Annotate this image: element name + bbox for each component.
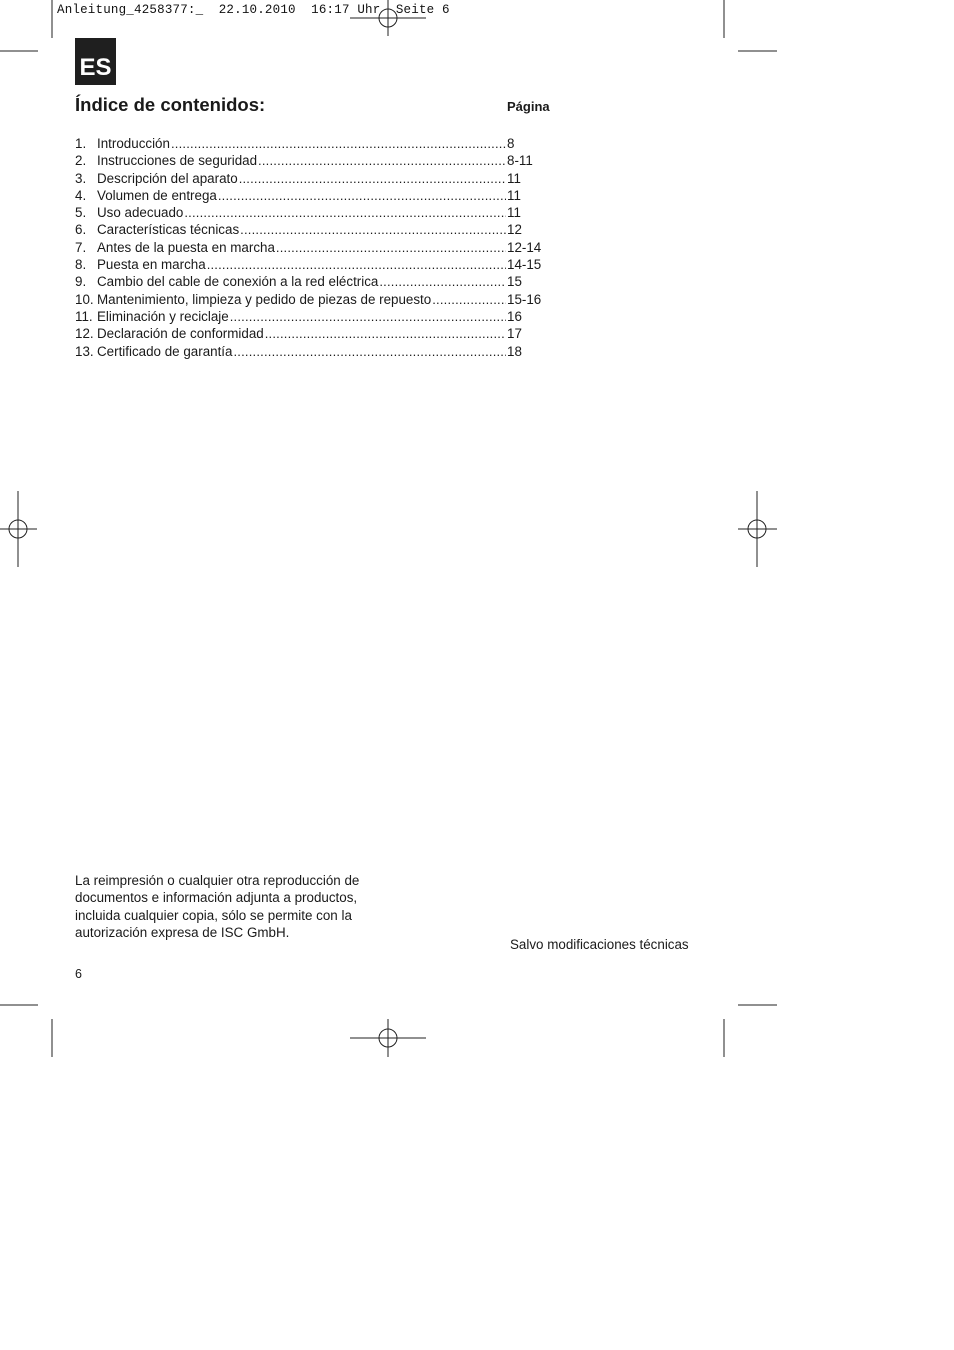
- copyright-notice: La reimpresión o cualquier otra reproducción de documentos e información adjunta a productos, incluida cualquier copia, sólo se permite con la autorización expresa de ISC GmbH.: [75, 873, 360, 941]
- toc-entry: [75, 152, 545, 169]
- toc-entry-number: 5.: [75, 205, 87, 221]
- table-of-contents: [75, 135, 545, 360]
- toc-leader-dots: [218, 187, 506, 204]
- language-badge: ES: [75, 38, 116, 85]
- toc-entry-label: Puesta en marcha: [97, 257, 206, 273]
- toc-leader-dots: [379, 273, 506, 290]
- page-column-label: Página: [507, 99, 550, 114]
- toc-entry-page: 12: [507, 222, 522, 238]
- toc-entry-number: 2.: [75, 153, 87, 169]
- toc-title: Índice de contenidos:: [75, 94, 266, 115]
- toc-entry-number: 3.: [75, 170, 87, 186]
- toc-entry: [75, 221, 545, 238]
- toc-entry: [75, 187, 545, 204]
- toc-entry-label: Eliminación y reciclaje: [97, 308, 229, 324]
- toc-entry-number: 12.: [75, 326, 94, 342]
- toc-entry-page: 16: [507, 308, 522, 324]
- toc-entry-number: 11.: [75, 308, 93, 324]
- toc-entry-label: Cambio del cable de conexión a la red eléctrica: [97, 274, 379, 290]
- toc-entry-number: 1.: [75, 136, 87, 151]
- registration-mark-top: [350, 0, 426, 36]
- toc-entry-page: 11: [507, 170, 521, 186]
- toc-entry-page: 17: [507, 326, 522, 342]
- toc-leader-dots: [265, 325, 506, 342]
- toc-entry-page: 18: [507, 343, 522, 359]
- toc-entry-label: Volumen de entrega: [97, 187, 217, 203]
- toc-entry: [75, 308, 545, 325]
- toc-leader-dots: [171, 135, 506, 152]
- toc-entry-number: 13.: [75, 343, 94, 359]
- toc-entry-label: Declaración de conformidad: [97, 326, 264, 342]
- toc-entry-label: Mantenimiento, limpieza y pedido de piezas de repuesto: [97, 291, 432, 307]
- toc-entry: [75, 291, 545, 308]
- toc-entry-number: 4.: [75, 187, 87, 203]
- toc-entry-label: Instrucciones de seguridad: [97, 153, 258, 169]
- toc-leader-dots: [207, 256, 506, 273]
- toc-leader-dots: [258, 152, 506, 169]
- toc-leader-dots: [230, 308, 506, 325]
- toc-leader-dots: [239, 170, 506, 187]
- toc-leader-dots: [432, 291, 506, 308]
- toc-entry-label: Características técnicas: [97, 222, 240, 238]
- toc-entry-page: 12-14: [507, 239, 542, 255]
- toc-entry-page: 8: [507, 136, 515, 151]
- toc-entry-label: Certificado de garantía: [97, 343, 233, 359]
- toc-entry: [75, 256, 545, 273]
- toc-leader-dots: [233, 343, 506, 360]
- toc-entry: [75, 204, 545, 221]
- toc-entry-page: 11: [507, 187, 521, 203]
- toc-entry-page: 15-16: [507, 291, 542, 307]
- toc-entry-label: Descripción del aparato: [97, 170, 238, 186]
- toc-entry-number: 10.: [75, 291, 94, 307]
- toc-entry-page: 11: [507, 205, 521, 221]
- registration-mark-right: [738, 491, 777, 567]
- registration-mark-left: [0, 491, 37, 567]
- registration-mark-bottom: [350, 1019, 426, 1057]
- toc-entry-number: 9.: [75, 274, 87, 290]
- toc-entry: [75, 170, 545, 187]
- toc-entry-label: Introducción: [97, 136, 170, 151]
- toc-entry: [75, 343, 545, 360]
- toc-entry-page: 8-11: [507, 153, 533, 169]
- page-number: 6: [75, 967, 82, 981]
- print-header: Anleitung_4258377:_ 22.10.2010 16:17 Uhr Seite 6: [57, 3, 450, 17]
- toc-leader-dots: [240, 221, 506, 238]
- toc-leader-dots: [276, 239, 506, 256]
- toc-entry-number: 7.: [75, 239, 87, 255]
- toc-entry: [75, 239, 545, 256]
- toc-entry-number: 6.: [75, 222, 87, 238]
- technical-changes-note: Salvo modificaciones técnicas: [510, 937, 689, 952]
- toc-entry-page: 14-15: [507, 257, 542, 273]
- toc-entry: [75, 135, 545, 152]
- toc-entry: [75, 325, 545, 342]
- toc-entry-number: 8.: [75, 257, 87, 273]
- toc-entry-label: Antes de la puesta en marcha: [97, 239, 275, 255]
- toc-leader-dots: [184, 204, 506, 221]
- toc-entry-label: Uso adecuado: [97, 205, 184, 221]
- toc-entry-page: 15: [507, 274, 522, 290]
- toc-entry: [75, 273, 545, 290]
